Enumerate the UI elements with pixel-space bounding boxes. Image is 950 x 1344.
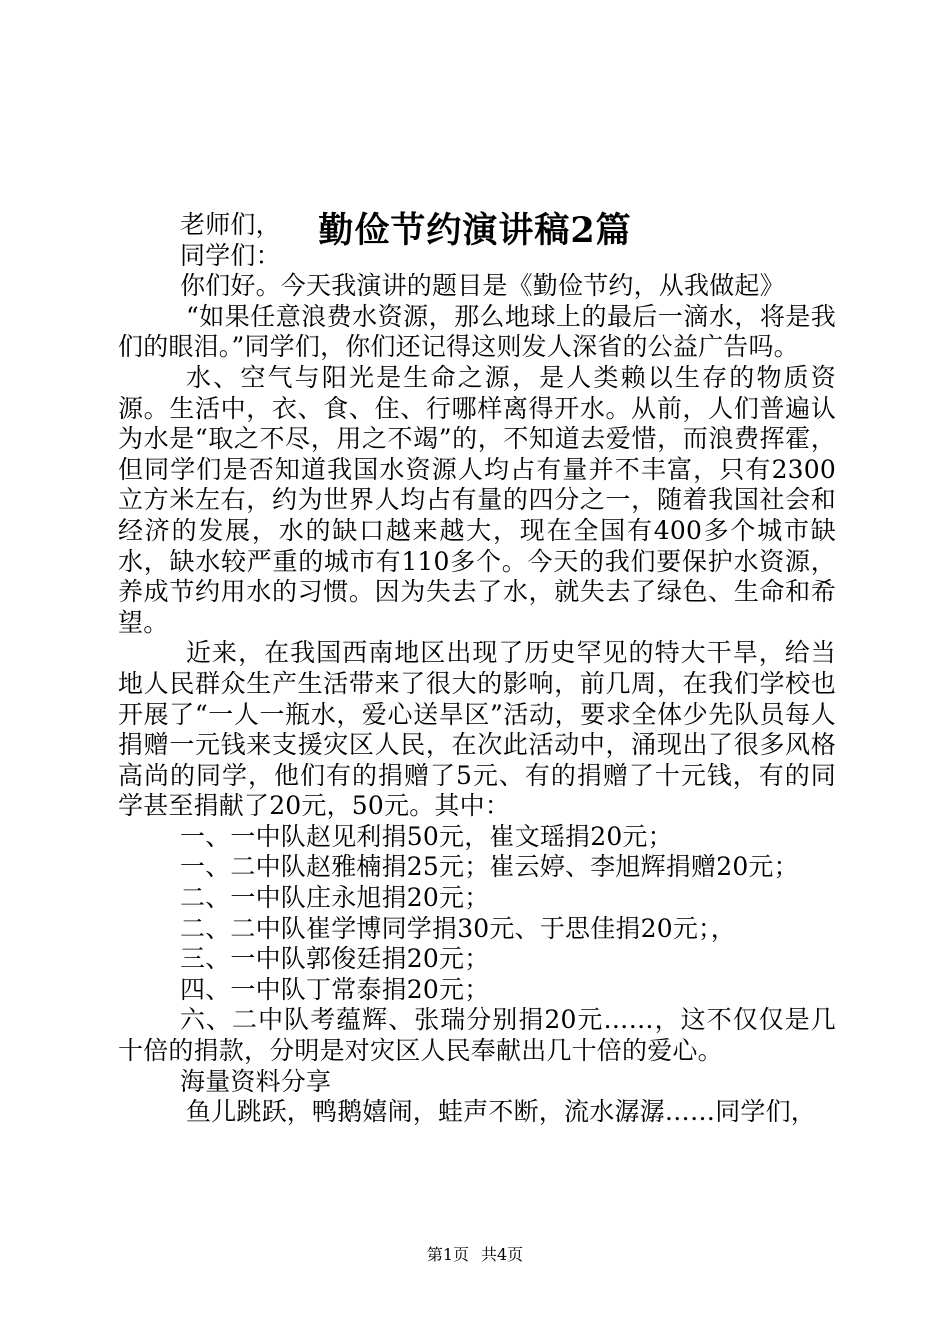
paragraph-donation-item: 一、二中队赵雅楠捐25元；崔云婷、李旭辉捐赠20元； [180,852,799,882]
document-title: 勤俭节约演讲稿2篇 [318,210,632,252]
paragraph-donation-item: 二、二中队崔学博同学捐30元、于思佳捐20元；， [180,913,736,943]
paragraph-water-resources: 水、空气与阳光是生命之源，是人类赖以生存的物质资源。生活中，衣、食、住、行哪样离得开水。从前，人们普遍认为水是“取之不尽，用之不竭”的，不知道去爱惜，而浪费挥霍，但同学们是否知道我国水资源人均占有量并不丰富，只有2300立方米左右，约为世界人均占有量的四分之一，随着我国社会和经济的发展，水的缺口越来越大，现在全国有400多个城市缺水，缺水较严重的城市有110多个。今天的我们要保护水资源，养成节约用水的习惯。因为失去了水，就失去了绿色、生命和希望。 [118,362,836,637]
paragraph-greeting: 你们好。今天我演讲的题目是《勤俭节约，从我做起》 [180,271,785,301]
page-footer [0,1245,950,1265]
paragraph-salutation-teachers: 老师们， [180,210,281,239]
paragraph-quote: “如果任意浪费水资源，那么地球上的最后一滴水，将是我们的眼泪。”同学们，你们还记得这则发人深省的公益广告吗。 [118,301,836,362]
paragraph-nature-scene: 鱼儿跳跃，鸭鹅嬉闹，蛙声不断，流水潺潺……同学们， [186,1097,817,1127]
paragraph-donation-summary: 六、二中队考蕴辉、张瑞分别捐20元……，这不仅仅是几十倍的捐款，分明是对灾区人民奉献出几十倍的爱心。 [118,1005,836,1066]
paragraph-share-note: 海量资料分享 [180,1066,332,1096]
page-number: 第1页 [426,1245,469,1264]
document-body [118,210,836,1128]
page-total: 共4页 [481,1245,524,1264]
paragraph-donation-item: 四、一中队丁常泰捐20元； [180,974,490,1004]
paragraph-drought-donation: 近来，在我国西南地区出现了历史罕见的特大干旱，给当地人民群众生产生活带来了很大的影响，前几周，在我们学校也开展了“一人一瓶水，爱心送旱区”活动，要求全体少先队员每人捐赠一元钱来支援灾区人民，在次此活动中，涌现出了很多风格高尚的同学，他们有的捐赠了5元、有的捐赠了十元钱，有的同学甚至捐献了20元，50元。其中： [118,638,836,821]
paragraph-donation-item: 三、一中队郭俊廷捐20元； [180,944,490,974]
paragraph-donation-item: 二、一中队庄永旭捐20元； [180,883,490,913]
paragraph-donation-item: 一、一中队赵见利捐50元，崔文瑶捐20元； [180,821,673,851]
paragraph-salutation-students: 同学们： [180,240,281,270]
